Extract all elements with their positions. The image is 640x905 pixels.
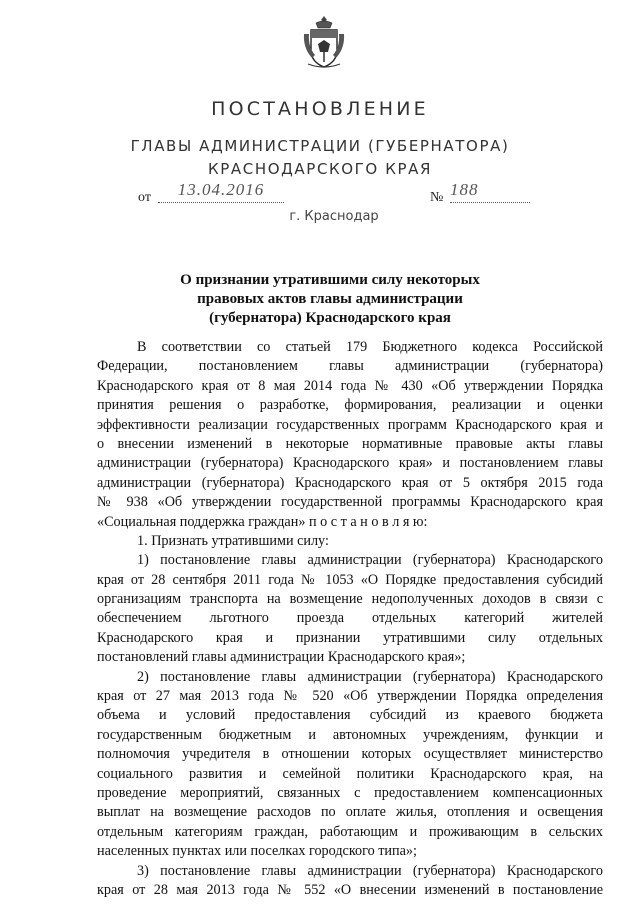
authority-line-2: КРАСНОДАРСКОГО КРАЯ	[208, 160, 432, 178]
coat-of-arms-icon	[302, 14, 346, 70]
body-line: социального развития и семейной политики Краснодарского края, на	[97, 765, 603, 782]
body-line: эффективности реализации государственных программ Краснодарского края и	[97, 416, 603, 433]
body-line: В соответствии со статьей 179 Бюджетного кодекса Российской	[137, 339, 603, 355]
body-line: «Социальная поддержка граждан» п о с т а н о в л я ю:	[97, 513, 428, 530]
body-line: постановлений главы администрации Краснодарского края»;	[97, 649, 466, 666]
body-line: отдельным категориям граждан, работающим и проживающим в сельских	[97, 823, 603, 840]
body-line: о внесении изменений в некоторые нормативные правовые акты главы	[97, 435, 603, 452]
body-line: выплат на возмещение расходов по оплате жилья, отопления и освещения	[97, 804, 603, 821]
date-label: от	[138, 190, 151, 205]
body-line: принятия решения о разработке, формирования, реализации и оценки	[97, 397, 603, 414]
body-line: 1) постановление главы администрации (губернатора) Краснодарского	[137, 552, 603, 569]
body-line: Краснодарского края и признании утратившими силу отдельных	[97, 629, 603, 646]
authority-line-1: ГЛАВЫ АДМИНИСТРАЦИИ (ГУБЕРНАТОРА)	[130, 137, 510, 155]
body-line: 3) постановление главы администрации (губернатора) Краснодарского	[137, 862, 603, 879]
title-line: О признании утратившими силу некоторых	[180, 272, 480, 288]
body-line: проведение мероприятий, связанных с предоставлением компенсационных	[97, 784, 603, 801]
body-line: объема и условий предоставления субсидий из краевого бюджета	[97, 707, 603, 724]
body-line: края от 28 сентября 2011 года № 1053 «О Порядке предоставления субсидий	[97, 571, 603, 588]
body-line: полномочия учредителя в отношении которых осуществляет министерство	[97, 746, 603, 763]
body-line: населенных пунктах или поселках городского типа»;	[97, 843, 417, 860]
body-line: края от 28 мая 2013 года № 552 «О внесении изменений в постановление	[97, 881, 603, 898]
number-value: 188	[450, 180, 530, 203]
date-value: 13.04.2016	[158, 180, 284, 203]
title-line: правовых актов главы администрации	[197, 291, 463, 307]
body-line: Федерации, постановлением главы администрации (губернатора)	[97, 358, 603, 375]
number-label: №	[430, 190, 444, 205]
body-line: обеспечением льготного проезда отдельных категорий жителей	[97, 610, 603, 627]
title-line: (губернатора) Краснодарского края	[209, 310, 451, 326]
body-line: администрации (губернатора) Краснодарского края от 5 октября 2015 года	[97, 474, 603, 491]
document-title	[150, 271, 510, 328]
body-line: № 938 «Об утверждении государственной программы Краснодарского края	[97, 494, 603, 511]
body-line: государственным бюджетным и автономных учреждениям, функции и	[97, 726, 603, 743]
body-line: Краснодарского края от 8 мая 2014 года № 430 «Об утверждении Порядка	[97, 377, 603, 394]
body-line: 1. Признать утратившими силу:	[137, 532, 329, 549]
doc-type-heading: ПОСТАНОВЛЕНИЕ	[211, 98, 429, 120]
document-body	[97, 338, 603, 900]
body-line: организациям транспорта на возмещение недополученных доходов в связи с	[97, 591, 603, 608]
body-line: администрации (губернатора) Краснодарского края» и постановлением главы	[97, 455, 603, 472]
city-line: г. Краснодар	[289, 209, 379, 224]
body-line: 2) постановление главы администрации (губернатора) Краснодарского	[137, 668, 603, 685]
body-line: края от 27 мая 2013 года № 520 «Об утверждении Порядка определения	[97, 688, 603, 705]
